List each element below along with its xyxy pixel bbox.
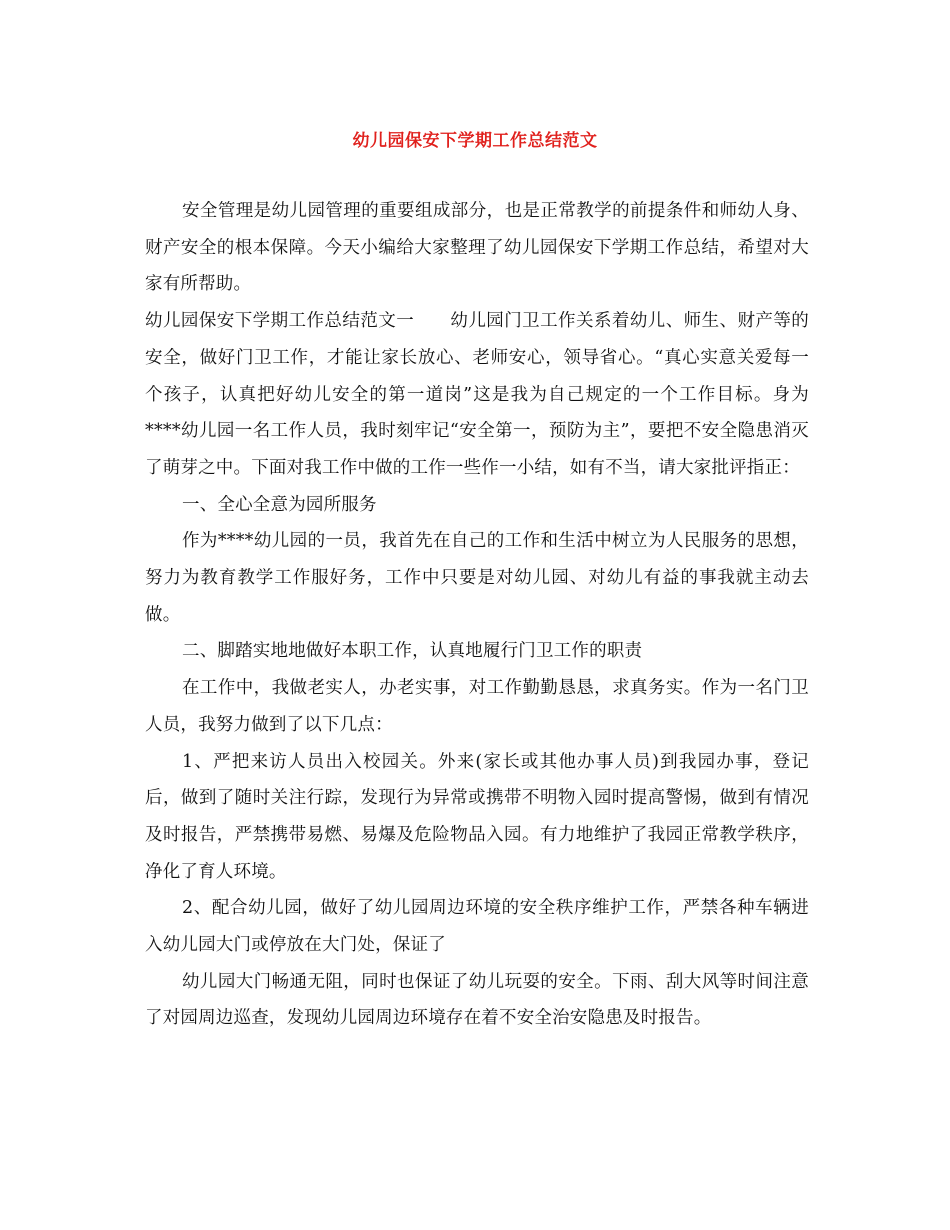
list-item-2: 2、配合幼儿园，做好了幼儿园周边环境的安全秩序维护工作，严禁各种车辆进入幼儿园大门或停放在大门处，保证了 [145, 898, 809, 956]
list-item-1: 1、严把来访人员出入校园关。外来(家长或其他办事人员)到我园办事，登记后，做到了随时关注行踪，发现行为异常或携带不明物入园时提高警惕，做到有情况及时报告，严禁携带易燃、易爆及危险物品入园。有力地维护了我园正常教学秩序，净化了育人环境。 [145, 751, 809, 882]
section-opening: 幼儿园门卫工作关系着幼儿、师生、财产等的安全，做好门卫工作，才能让家长放心、老师安心，领导省心。“真心实意关爱每一个孩子，认真把好幼儿安全的第一道岗”这是我为自己规定的一个工作目标。身为****幼儿园一名工作人员，我时刻牢记“安全第一，预防为主”，要把不安全隐患消灭了萌芽之中。下面对我工作中做的工作一些作一小结，如有不当，请大家批评指正： [145, 311, 810, 478]
part2-body: 在工作中，我做老实人，办老实事，对工作勤勤恳恳，求真务实。作为一名门卫人员，我努力做到了以下几点： [145, 678, 809, 735]
document-body [145, 193, 809, 1037]
section-paragraph [145, 303, 809, 487]
section-heading: 幼儿园保安下学期工作总结范文一 [145, 311, 415, 332]
part1-heading: 一、全心全意为园所服务 [182, 494, 377, 515]
part1-body: 作为****幼儿园的一员，我首先在自己的工作和生活中树立为人民服务的思想，努力为教育教学工作服好务，工作中只要是对幼儿园、对幼儿有益的事我就主动去做。 [145, 531, 809, 625]
part2-heading: 二、脚踏实地地做好本职工作，认真地履行门卫工作的职责 [182, 641, 643, 662]
list-item-2-continued: 幼儿园大门畅通无阻，同时也保证了幼儿玩耍的安全。下雨、刮大风等时间注意了对园周边巡查，发现幼儿园周边环境存在着不安全治安隐患及时报告。 [145, 971, 809, 1029]
intro-paragraph: 安全管理是幼儿园管理的重要组成部分，也是正常教学的前提条件和师幼人身、财产安全的根本保障。今天小编给大家整理了幼儿园保安下学期工作总结，希望对大家有所帮助。 [145, 201, 809, 295]
document-title: 幼儿园保安下学期工作总结范文 [352, 131, 598, 151]
